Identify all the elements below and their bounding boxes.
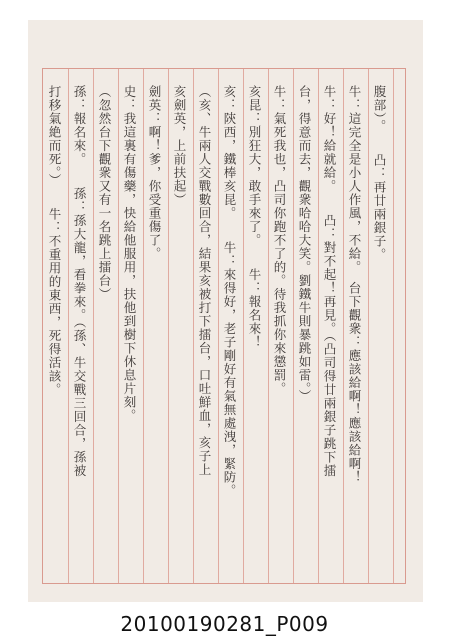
archive-id-label: 20100190281_P009 bbox=[120, 612, 329, 636]
text-column-4: 台，得意而去，觀衆哈哈大笑。劉鐵牛則暴跳如雷。） bbox=[297, 85, 312, 403]
column-rule bbox=[368, 69, 369, 583]
text-column-8: （亥、牛兩人交戰數回合，結果亥被打下擂台，口吐鮮血，亥子上 bbox=[197, 85, 212, 477]
column-rule bbox=[343, 69, 344, 583]
column-rule bbox=[293, 69, 294, 583]
column-rule bbox=[168, 69, 169, 583]
column-rule bbox=[268, 69, 269, 583]
column-rule bbox=[93, 69, 94, 583]
text-column-11: 史：我這裏有傷藥，快給他服用，扶他到樹下休息片刻。 bbox=[122, 85, 137, 423]
column-rule bbox=[318, 69, 319, 583]
text-column-9: 亥劍英，上前扶起） bbox=[172, 85, 187, 207]
column-rule bbox=[68, 69, 69, 583]
column-rule bbox=[393, 69, 394, 583]
text-column-3: 牛：好！給就給。 凸：對不起！再見。（凸司得廿兩銀子跳下擂 bbox=[322, 85, 337, 478]
text-column-14: 打移氣絶而死。） 牛：不重用的東西，死得活該。 bbox=[47, 85, 62, 397]
text-column-1: 腹部）。 凸：再廿兩銀子。 bbox=[372, 85, 387, 262]
text-column-7: 亥：陝西，鐵棒亥昆。 牛：來得好，老子剛好有氣無處洩，緊防。 bbox=[222, 85, 237, 498]
column-rule bbox=[243, 69, 244, 583]
text-column-10: 劍英：啊！爹，你受重傷了。 bbox=[147, 85, 162, 261]
column-rule bbox=[143, 69, 144, 583]
text-column-2: 牛：這完全是小人作風，不給。 台下觀衆：應該給啊！應該給啊！ bbox=[347, 85, 362, 484]
text-column-5: 牛：氣死我也，凸司你跑不了的。待我抓你來懲罰。 bbox=[272, 85, 287, 396]
text-column-13: 孫：報名來。 孫：孫大龍，看拳來。（孫、牛交戰三回合，孫被 bbox=[72, 85, 87, 478]
text-column-12: （忽然台下觀衆又有一名跳上擂台） bbox=[97, 85, 112, 301]
column-rule bbox=[193, 69, 194, 583]
document-page bbox=[28, 20, 423, 602]
text-column-6: 亥昆：別狂大，敢手來了。 牛：報名來！ bbox=[247, 85, 262, 349]
column-rule bbox=[118, 69, 119, 583]
manuscript-frame bbox=[42, 68, 406, 584]
column-rule bbox=[218, 69, 219, 583]
